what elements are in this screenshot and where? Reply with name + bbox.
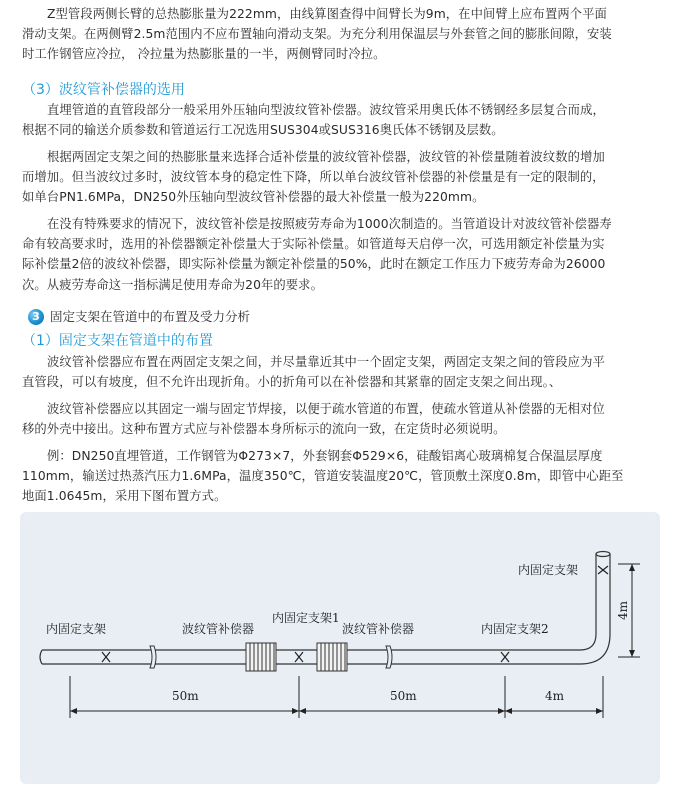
text-line: 如单台PN1.6MPa，DN250外压轴向型波纹管补偿器的最大补偿量一般为220mm。 [22, 190, 485, 205]
text-line: 在没有特殊要求的情况下，波纹管补偿是按照疲劳寿命为1000次制造的。当管道设计对波纹管补偿器寿 [47, 217, 612, 231]
text-line: 地面1.0645m，采用下图布置方式。 [22, 489, 227, 504]
dimension-label-right: 4m [545, 689, 565, 703]
text-line: 波纹管补偿器应以其固定一端与固定节焊接，以便于疏水管道的布置，使疏水管道从补偿器的无相对位 [47, 402, 605, 416]
text-line: 根据两固定支架之间的热膨胀量来选择合适补偿量的波纹管补偿器，波纹管的补偿量随着波纹数的增加 [47, 150, 605, 164]
heading-anchor-layout: （1）固定支架在管道中的布置 [22, 333, 213, 349]
label-compensator-left: 波纹管补偿器 [182, 622, 255, 636]
text-line: 次。从疲劳寿命这一指标满足使用寿命为20年的要求。 [22, 277, 323, 292]
paragraph-compensation-amount [22, 147, 660, 208]
text-line: 移的外壳中接出。这种布置方式应与补偿器本身所标示的流向一致，在定货时必须说明。 [22, 422, 506, 437]
label-anchor-top: 内固定支架 [518, 563, 579, 577]
text-line: 时工作钢管应冷拉， 冷拉量为热膨胀量的一半，两侧臂同时冷拉。 [22, 47, 386, 62]
anchor-left-symbol [102, 652, 110, 662]
anchor-mid-symbol [295, 652, 303, 662]
text-line: 根据不同的输送介质参数和管道运行工况选用SUS304或SUS316奥氏体不锈钢及层数。 [22, 123, 504, 138]
text-line: 波纹管补偿器应布置在两固定支架之间，并尽量靠近其中一个固定支架，两固定支架之间的管段应为平 [47, 355, 605, 369]
label-anchor-2: 内固定支架2 [481, 622, 549, 636]
paragraph-fatigue-life [22, 214, 660, 295]
paragraph-z-segment [22, 4, 660, 65]
paragraph-welding [22, 399, 660, 439]
text-line: 滑动支架。在两侧臂2.5m范围内不应布置轴向滑动支架。为充分利用保温层与外套管之间的膨胀间隙，安装 [22, 27, 612, 42]
anchor-top-symbol [598, 566, 608, 574]
paragraph-bellows-material [22, 100, 660, 140]
text-line: 直管段，可以有坡度，但不允许出现折角。小的折角可以在补偿器和其紧靠的固定支架之间出现。、 [22, 375, 562, 390]
label-anchor-mid: 内固定支架1 [272, 611, 340, 625]
label-anchor-left: 内固定支架 [46, 622, 107, 636]
paragraph-example [22, 446, 660, 507]
bellows-compensator-right [317, 643, 347, 671]
heading-bellows-selection: （3）波纹管补偿器的选用 [22, 82, 185, 98]
text-line: 110mm，输送过热蒸汽压力1.6MPa，温度350℃，管道安装温度20℃，管顶敷土深度0.8m，即管中心距至 [22, 469, 624, 484]
paragraph-placement [22, 352, 660, 392]
dimension-label-vertical: 4m [616, 600, 630, 620]
text-line: 而增加。但当波纹过多时，波纹管本身的稳定性下降，所以单台波纹管补偿器的补偿量是有一定的限制的， [22, 170, 605, 185]
bellows-compensator-left [246, 643, 276, 671]
text-line: Z型管段两侧长臂的总热膨胀量为222mm，由线算图查得中间臂长为9m，在中间臂上应布置两个平面 [47, 7, 607, 21]
label-compensator-right: 波纹管补偿器 [342, 622, 415, 636]
text-line: 直埋管道的直管段部分一般采用外压轴向型波纹管补偿器。波纹管采用奥氏体不锈钢经多层复合而成， [47, 103, 605, 117]
dimension-label-mid: 50m [390, 689, 417, 703]
pipeline-layout-figure [20, 512, 660, 784]
text-line: 命有较高要求时，选用的补偿器额定补偿量大于实际补偿量。如管道每天启停一次，可选用额定补偿量为实 [22, 237, 605, 252]
text-line: 际补偿量2倍的波纹补偿器，即实际补偿量为额定补偿量的50%，此时在额定工作压力下疲劳寿命为26000 [22, 257, 606, 272]
dimension-label-left: 50m [172, 689, 199, 703]
text-line: 例：DN250直埋管道，工作钢管为Φ273×7，外套钢套Φ529×6，硅酸铝离心玻璃棉复合保温层厚度 [47, 449, 603, 463]
pipeline-diagram [20, 512, 660, 784]
section-number-badge: 3 [28, 309, 44, 325]
anchor-2-symbol [501, 652, 509, 662]
section-title: 固定支架在管道中的布置及受力分析 [50, 309, 251, 324]
